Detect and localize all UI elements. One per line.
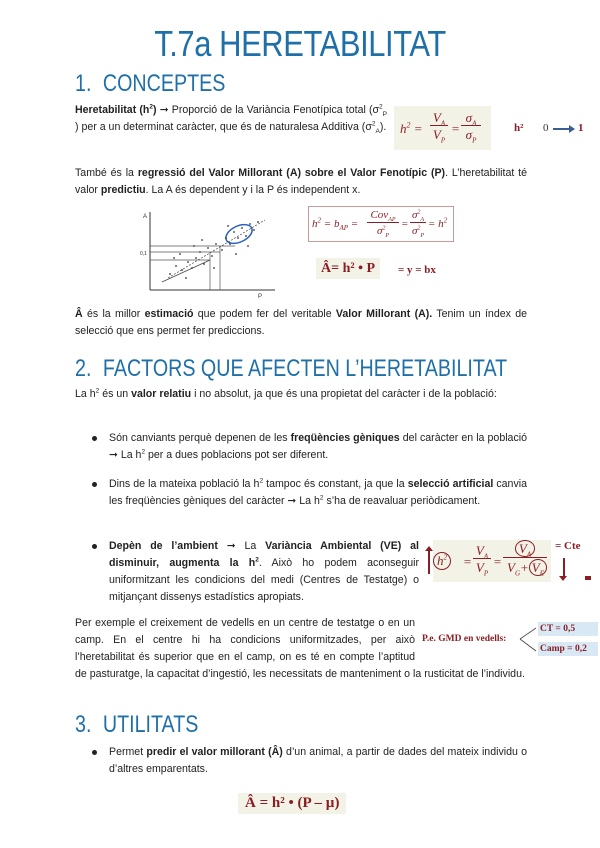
formula-prediction-linear: = y = bx <box>398 264 436 276</box>
branch-icon <box>518 624 538 656</box>
paragraph-regressio: També és la regressió del Valor Millorant (A) sobre el Valor Fenotípic (P). L’heretabilitat té valor predictiu. La A és dependent y i la P és independent x. <box>75 167 527 196</box>
down-arrow-icon <box>563 558 565 578</box>
up-arrow-icon <box>428 548 430 574</box>
list-item-ambient: Depèn de l’ambient ➞ La Variància Ambiental (VE) al disminuir, augmenta la $h^2$. Això ho podem aconseguir uniformitzant les condicions del medi (Centres de Testatge) o mitjançant dissenys estadístics apropiats. <box>109 540 419 603</box>
list-item-predir: Permet predir el valor millorant (Â) d’un animal, a partir de dades del mateix individu o d’altres emparentats. <box>109 746 527 775</box>
y-axis-label: A <box>143 214 148 220</box>
ct-value-label: CT = 0,5 <box>538 622 598 636</box>
bullet-icon <box>92 436 97 441</box>
camp-value-label: Camp = 0,2 <box>538 642 598 656</box>
formula-h2-ratio: $h^2$ = $V_A$ $V_P$ = $\sigma_A$ $\sigma_P$ <box>394 106 491 150</box>
arrow-head-icon <box>569 125 575 133</box>
formula-regression-h2: $h^2 = b_{AP}$ = Cov$_{AP}$ $\sigma^2_P$ = $\sigma^2_A$ $\sigma^2_P$ = $h^2$ <box>308 206 454 242</box>
h2-range-to: 1 <box>578 122 584 134</box>
regression-scatter-plot <box>140 208 280 300</box>
scatter-points <box>169 221 259 279</box>
page-title: T.7a HERETABILITAT <box>154 23 446 64</box>
h2-range-label: h² <box>514 122 524 134</box>
formula-environment-variance: $h^2$ = $V_A$ $V_P$ = $V_A$ $V_G+ V_E$ = Cte <box>425 536 600 588</box>
constant-label: = Cte <box>555 540 581 552</box>
list-item-frequencies: Són canviants perquè depenen de les freqüències gèniques del caràcter en la població ➞ La $h^2$ per a dues poblacions pot ser diferent. <box>109 432 527 461</box>
section-heading-utilitats: 3. UTILITATS <box>75 711 199 738</box>
formula-final-prediction: Â = h² • (P – µ) <box>238 793 346 814</box>
y-tick-label: 0,1 <box>140 251 147 257</box>
section-heading-conceptes: 1. CONCEPTES <box>75 70 226 97</box>
bullet-icon <box>92 750 97 755</box>
bullet-icon <box>92 482 97 487</box>
paragraph-valor-relatiu: La $h^2$ és un valor relatiu i no absolut, ja que és una propietat del caràcter i de la població: <box>75 387 497 400</box>
h2-range-from: 0 <box>543 122 549 134</box>
x-axis-label: P <box>258 294 263 300</box>
gmd-label: P.e. GMD en vedells: <box>422 634 507 644</box>
paragraph-estimacio: Â és la millor estimació que podem fer del veritable Valor Millorant (A). Tenim un índex de selecció que ens permet fer prediccions. <box>75 308 527 337</box>
paragraph-exemple-vedells: Per exemple el creixement de vedells en un centre de testatge o en un camp. En el centre hi ha condicions uniformitzades, per això l’heretabilitat és superior que en el camp, on es té en compte l’aptitud de pasturatge, la capacitat d’ingestió, les necessitats de manteniment o la rusticitat de l’individu. <box>75 617 525 680</box>
formula-prediction: Â= h² • P <box>316 258 380 279</box>
paragraph-heretabilitat-definition: Heretabilitat $(h^2)$ ➞ Proporció de la Variància Fenotípica total ($\sigma^2_P$ ) per a un determinat caràcter, que és de naturalesa Additiva $(\sigma^2_A)$. <box>75 103 388 136</box>
list-item-seleccio: Dins de la mateixa població la $h^2$ tampoc és constant, ja que la selecció artificial canvia les freqüències gèniques del caràcter ➞ La $h^2$ s’ha de reavaluar periòdicament. <box>109 477 527 507</box>
bullet-icon <box>92 544 97 549</box>
section-heading-factors: 2. FACTORS QUE AFECTEN L’HERETABILITAT <box>75 355 508 382</box>
